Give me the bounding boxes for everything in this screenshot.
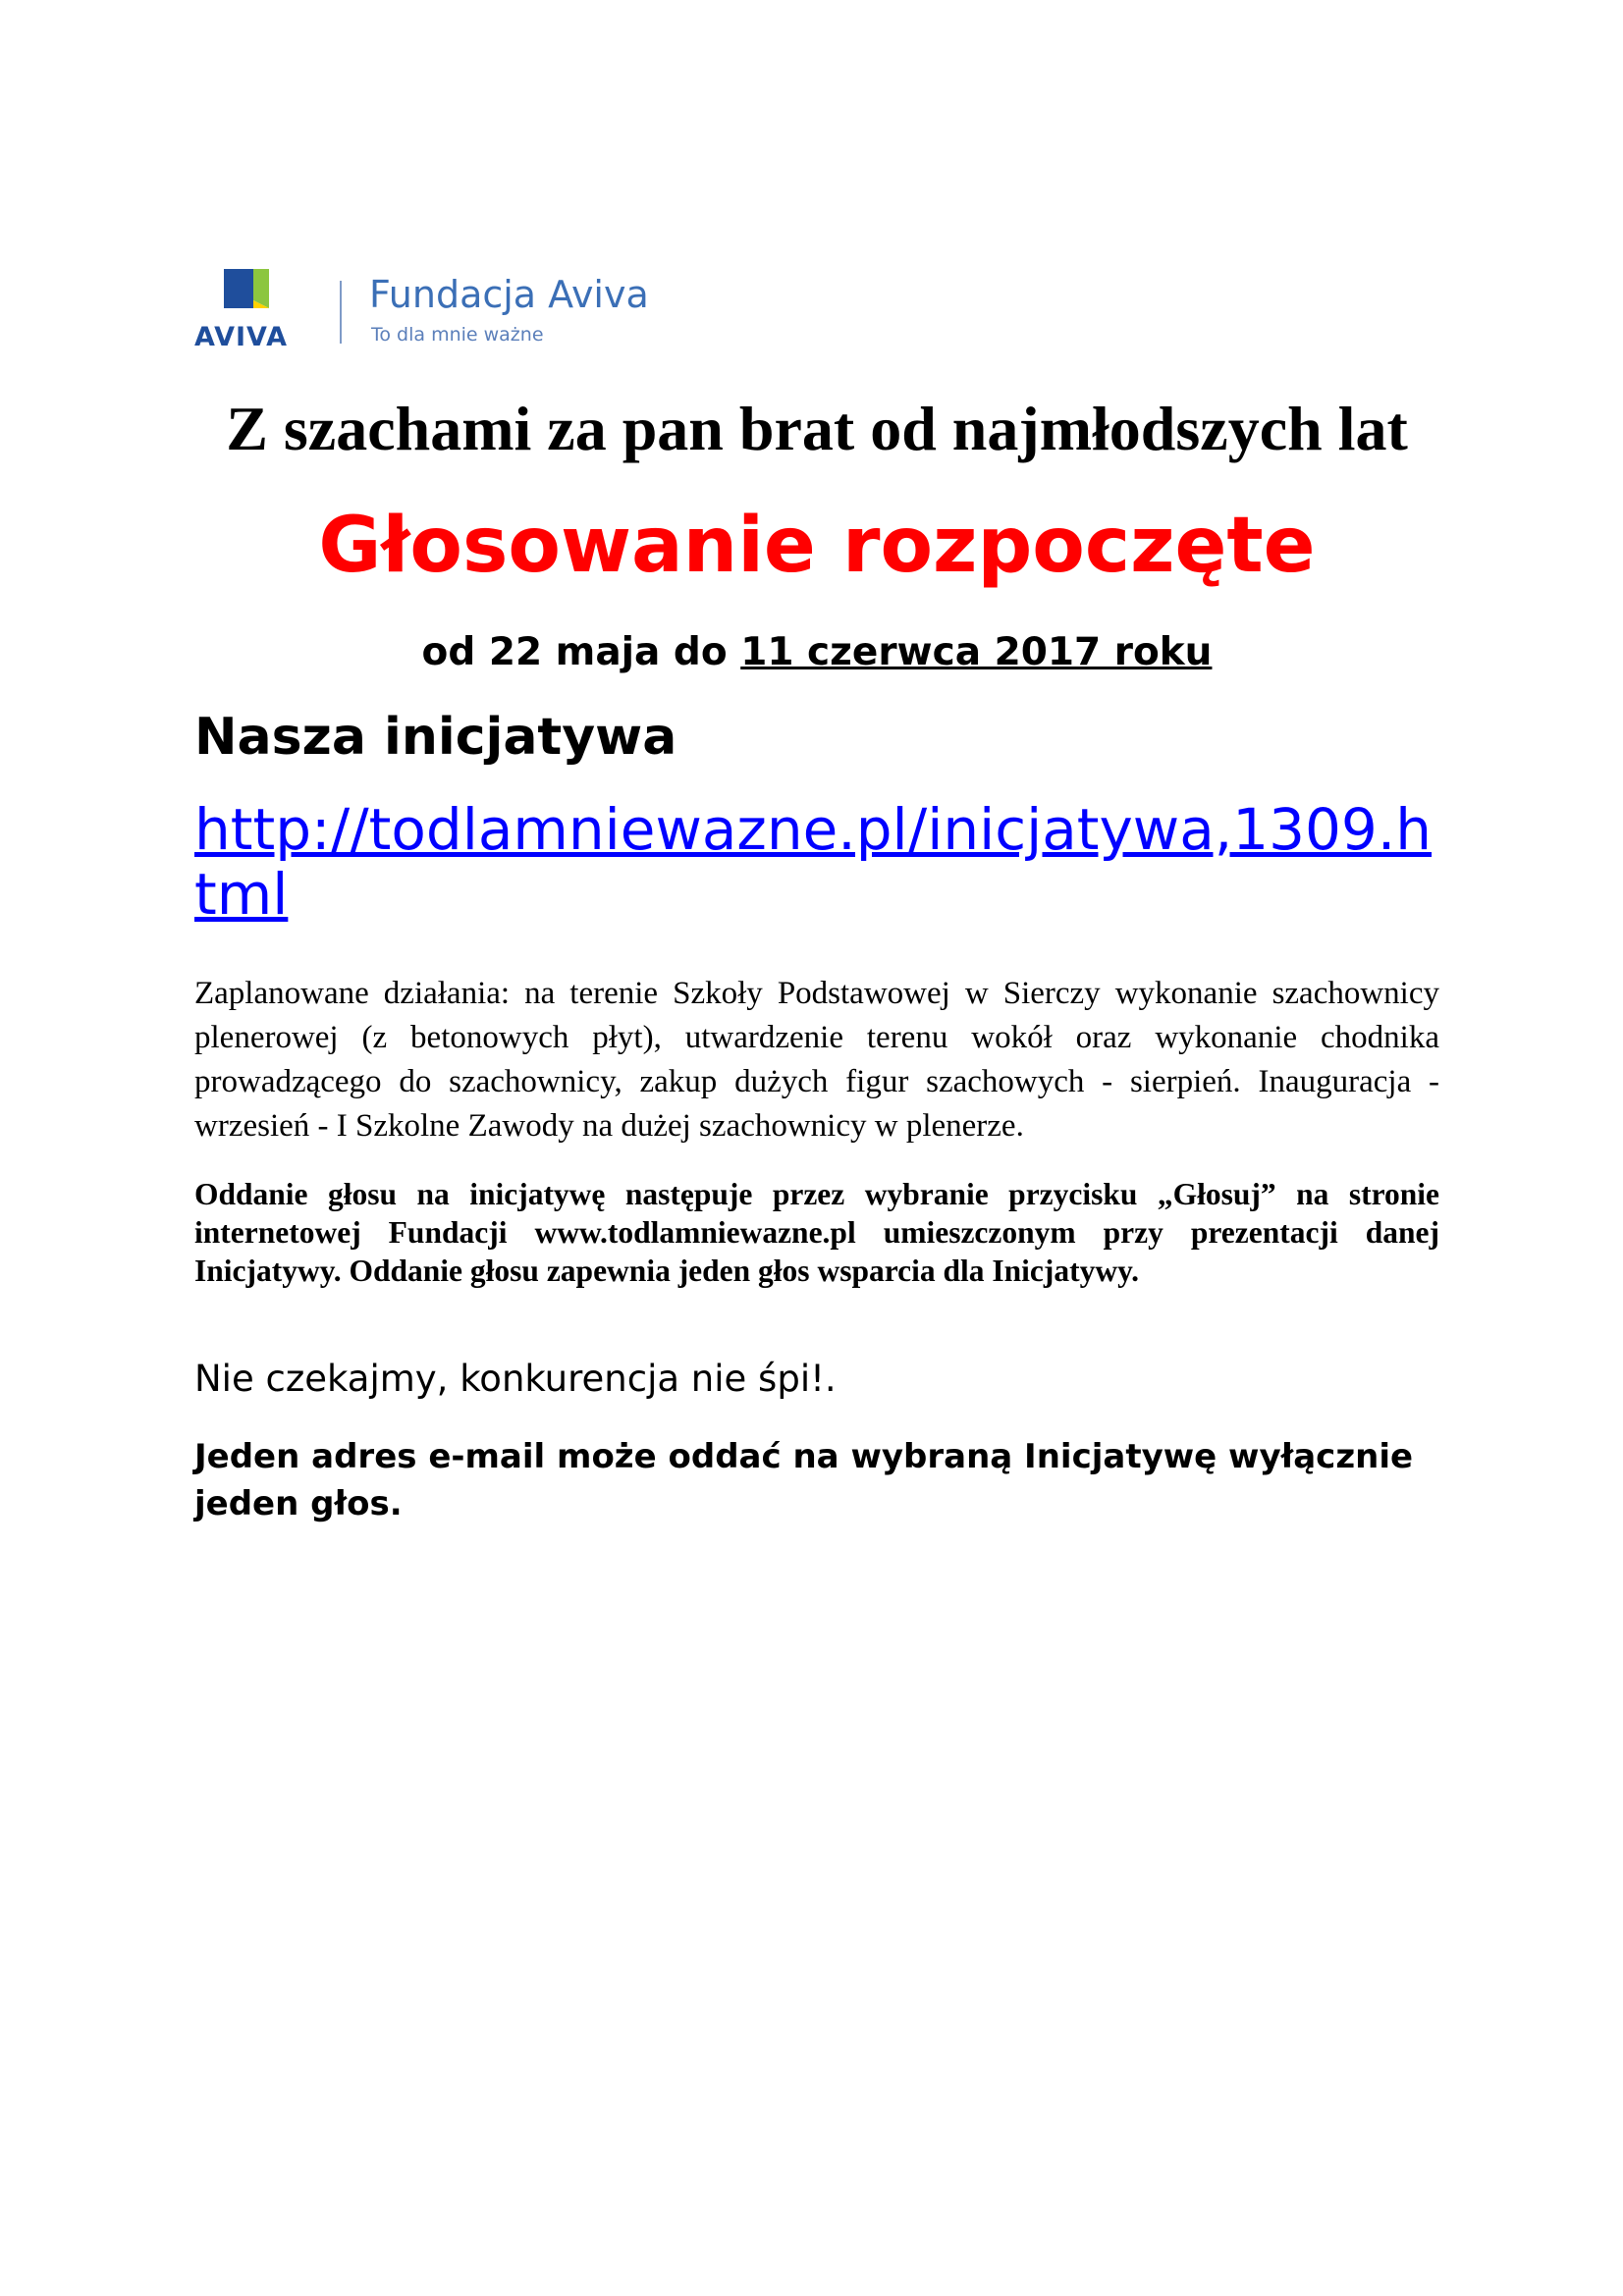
document-title: Z szachami za pan brat od najmłodszych lat xyxy=(226,394,1408,463)
voting-date-range xyxy=(194,628,1439,677)
logo-tagline: To dla mnie ważne xyxy=(371,324,544,346)
date-range-end: 11 czerwca 2017 roku xyxy=(740,630,1213,674)
planned-activities-paragraph: Zaplanowane działania: na terenie Szkoły Podstawowej w Sierczy wykonanie szachownicy plenerowej (z betonowych płyt), utwardzenie terenu wokół oraz wykonanie chodnika prowadzącego do szachownicy, zakup dużych figur szachowych - sierpień. Inauguracja - wrzesień - I Szkolne Zawody na dużej szachownicy w plenerze. xyxy=(194,976,1439,1144)
call-to-action-text: Nie czekajmy, konkurencja nie śpi!. xyxy=(194,1358,837,1400)
fundacja-aviva-logo xyxy=(192,267,649,355)
voting-status-heading: Głosowanie rozpoczęte xyxy=(318,502,1316,590)
logo-foundation-name: Fundacja Aviva xyxy=(369,273,649,316)
section-title: Nasza inicjatywa xyxy=(194,708,677,767)
date-range-start: od 22 maja do xyxy=(421,630,741,674)
logo-divider xyxy=(340,281,342,344)
email-vote-rule: Jeden adres e-mail może oddać na wybraną Inicjatywę wyłącznie jeden głos. xyxy=(194,1437,1414,1523)
aviva-wordmark: AVIVA xyxy=(194,322,288,352)
initiative-link[interactable]: http://todlamniewazne.pl/inicjatywa,1309.html xyxy=(194,796,1433,928)
voting-instructions-paragraph: Oddanie głosu na inicjatywę następuje przez wybranie przycisku „Głosuj” na stronie internetowej Fundacji www.todlamniewazne.pl umieszczonym przy prezentacji danej Inicjatywy. Oddanie głosu zapewnia jeden głos wsparcia dla Inicjatywy. xyxy=(194,1177,1439,1288)
